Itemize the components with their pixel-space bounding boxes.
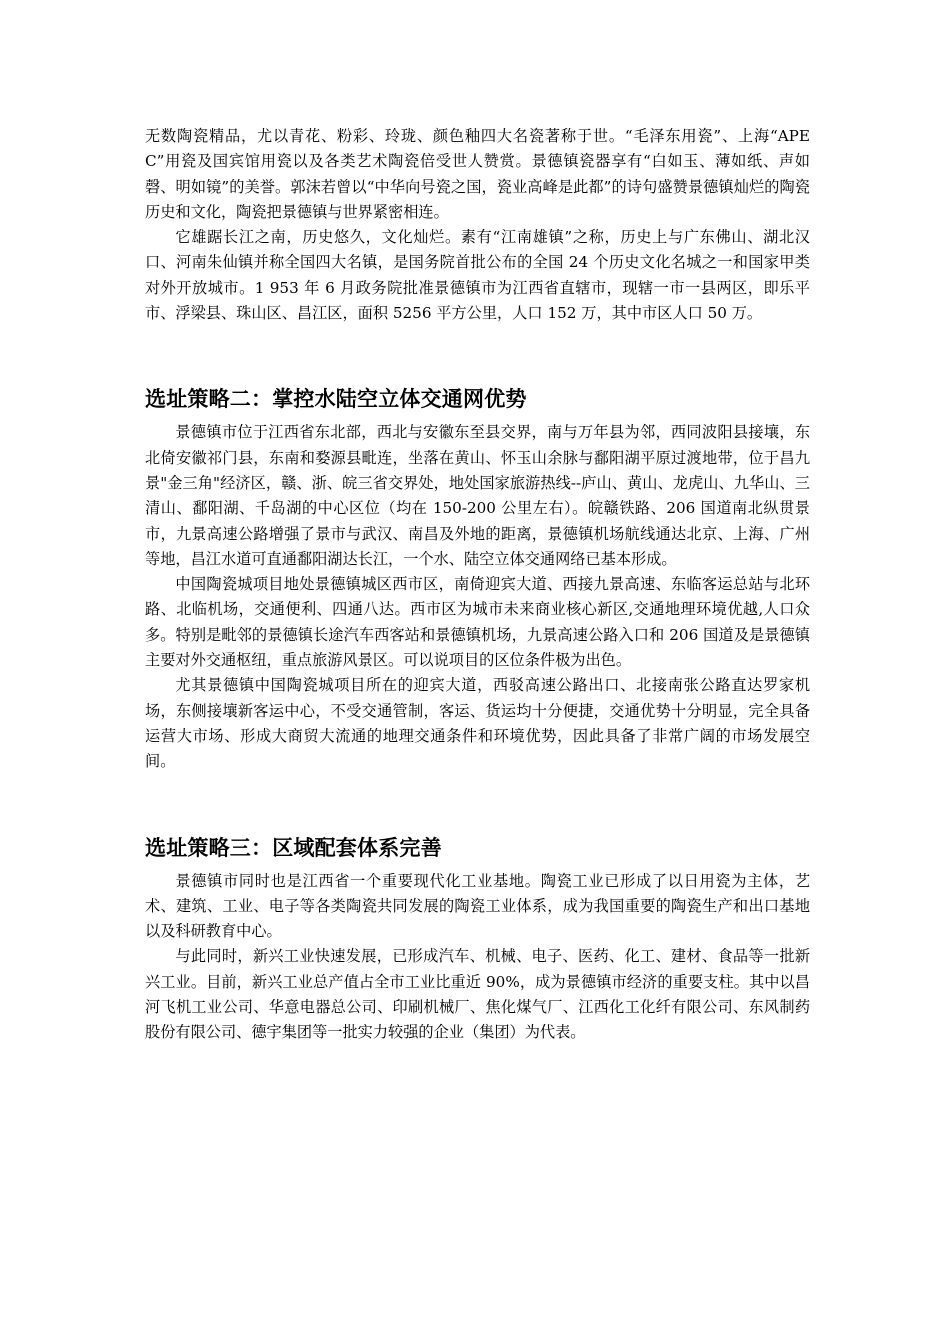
traffic-paragraph-2: 中国陶瓷城项目地处景德镇城区西市区，南倚迎宾大道、西接九景高速、东临客运总站与北环路、北临机场，交通便利、四通八达。西市区为城市未来商业核心新区,交通地理环境优越,人口众多。特别是毗邻的景德镇长途汽车西客站和景德镇机场，九景高速公路入口和 206 国道及是景德镇主要对外交通枢纽，重点旅游风景区。可以说项目的区位条件极为出色。	[145, 575, 810, 670]
section-heading-supporting-system: 选址策略三：区域配套体系完善	[145, 835, 442, 860]
section-spacer	[145, 326, 810, 384]
traffic-paragraph-1: 景德镇市位于江西省东北部，西北与安徽东至县交界，南与万年县为邻，西同波阳县接壤，东北倚安徽祁门县，东南和婺源县毗连，坐落在黄山、怀玉山余脉与鄱阳湖平原过渡地带，位于昌九景"金三角"经济区，赣、浙、皖三省交界处，地处国家旅游热线--庐山、黄山、龙虎山、九华山、三清山、鄱阳湖、千岛湖的中心区位（均在 150-200 公里左右）。皖赣铁路、206 国道南北纵贯景市，九景高速公路增强了景市与武汉、南昌及外地的距离，景德镇机场航线通达北京、上海、广州等地，昌江水道可直通鄱阳湖达长江，一个水、陆空立体交通网络已基本形成。	[145, 423, 810, 568]
document-body	[145, 124, 810, 1046]
industry-paragraph-1: 景德镇市同时也是江西省一个重要现代化工业基地。陶瓷工业已形成了以日用瓷为主体，艺术、建筑、工业、电子等各类陶瓷共同发展的陶瓷工业体系，成为我国重要的陶瓷生产和出口基地以及科研教育中心。	[145, 871, 810, 941]
intro-paragraph-2: 它雄踞长江之南，历史悠久，文化灿烂。素有“江南雄镇”之称，历史上与广东佛山、湖北汉口、河南朱仙镇并称全国四大名镇，是国务院首批公布的全国 24 个历史文化名城之一和国家甲类对外开放城市。1 953 年 6 月政务院批准景德镇市为江西省直辖市，现辖一市一县两区，即乐平市、浮梁县、珠山区、昌江区，面积 5256 平方公里，人口 152 万，其中市区人口 50 万。	[145, 228, 810, 323]
industry-paragraph-2: 与此同时，新兴工业快速发展，已形成汽车、机械、电子、医药、化工、建材、食品等一批新兴工业。目前，新兴工业总产值占全市工业比重近 90%，成为景德镇市经济的重要支柱。其中以昌河飞机工业公司、华意电器总公司、印刷机械厂、焦化煤气厂、江西化工化纤有限公司、东风制药股份有限公司、德宇集团等一批实力较强的企业（集团）为代表。	[145, 947, 810, 1042]
intro-paragraph-1: 无数陶瓷精品，尤以青花、粉彩、玲珑、颜色釉四大名瓷著称于世。“毛泽东用瓷”、上海“APEC”用瓷及国宾馆用瓷以及各类艺术陶瓷倍受世人赞赏。景德镇瓷器享有“白如玉、薄如纸、声如磬、明如镜”的美誉。郭沫若曾以“中华向号瓷之国，瓷业高峰是此都”的诗句盛赞景德镇灿烂的陶瓷历史和文化，陶瓷把景德镇与世界紧密相连。	[145, 127, 810, 221]
section-heading-traffic: 选址策略二：掌控水陆空立体交通网优势	[145, 387, 527, 412]
section-spacer	[145, 775, 810, 833]
traffic-paragraph-3: 尤其景德镇中国陶瓷城项目所在的迎宾大道，西驳高速公路出口、北接南张公路直达罗家机场，东侧接壤新客运中心，不受交通管制，客运、货运均十分便捷，交通优势十分明显，完全具备运营大市场、形成大商贸大流通的地理交通条件和环境优势，因此具备了非常广阔的市场发展空间。	[145, 676, 810, 771]
